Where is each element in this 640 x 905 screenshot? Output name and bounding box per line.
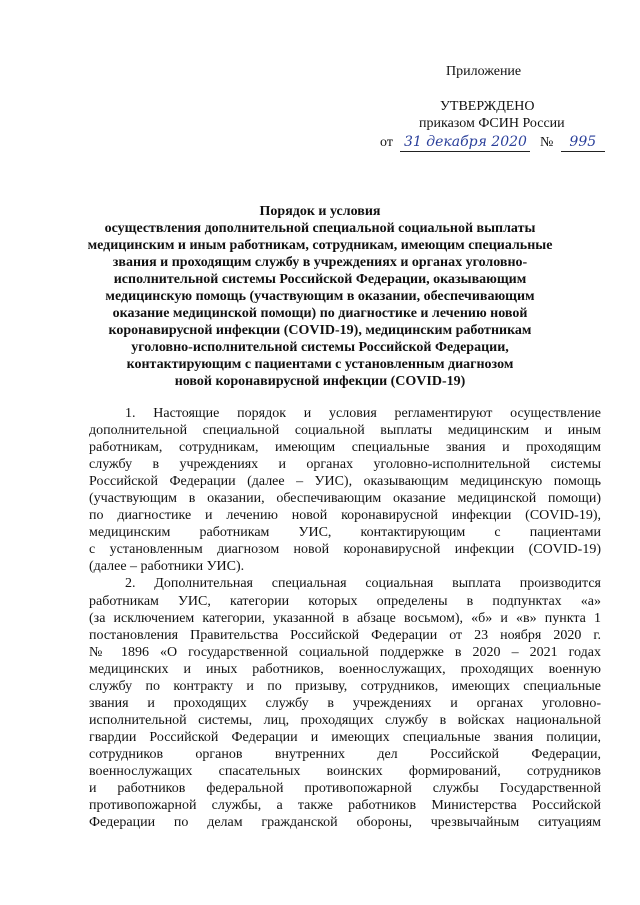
body-line: (далее – работники УИС).: [89, 559, 245, 575]
body-line: и работников федеральной противопожарной службы Государственной: [89, 781, 601, 797]
date-field: [400, 134, 530, 152]
number-label: №: [539, 135, 554, 150]
title-line: контактирующим с пациентами с установленным диагнозом: [126, 357, 514, 372]
handwritten-date: 31 декабря 2020: [403, 134, 527, 150]
title-line: исполнительной системы Российской Федерации, оказывающим: [113, 272, 527, 287]
handwritten-number: 995: [569, 134, 597, 150]
body-line: медицинским работникам УИС, контактирующим с пациентами: [89, 525, 601, 541]
body-line: работникам, сотрудникам, имеющим специальные звания и проходящим: [89, 440, 601, 456]
body-line: сотрудников органов внутренних дел Российской Федерации,: [89, 746, 601, 762]
body-line: звания и проходящих службу в учреждениях и органах уголовно-: [89, 695, 601, 711]
body-line: с установленным диагнозом новой коронавирусной инфекции (COVID-19): [89, 542, 601, 558]
body-line: работникам УИС, категории которых определены в подпунктах «а»: [89, 593, 601, 609]
number-field: [561, 134, 605, 152]
body-line: противопожарной службы, а также работников Министерства Российской: [89, 798, 601, 814]
body-line: службу в учреждениях и органах уголовно-исполнительной системы: [89, 457, 601, 473]
body-line: службу по контракту и по призыву, сотрудников, имеющих специальные: [89, 678, 601, 694]
body-line: по диагностике и лечению новой коронавирусной инфекции (COVID-19),: [89, 508, 601, 524]
body-line: № 1896 «О государственной социальной поддержке в 2020 – 2021 годах: [89, 644, 601, 660]
title-heading: Порядок и условия: [259, 204, 381, 219]
body-line: (за исключением категории, указанной в абзаце восьмом), «б» и «в» пункта 1: [89, 610, 601, 626]
body-line: (участвующим в оказании, обеспечивающим оказание медицинской помощи): [89, 491, 601, 507]
document-title: [80, 203, 560, 390]
document-body: [89, 405, 601, 831]
order-label: приказом ФСИН России: [419, 116, 565, 131]
body-line: дополнительной специальной социальной выплаты медицинским и иным: [89, 423, 601, 439]
body-line: постановления Правительства Российской Федерации от 23 ноября 2020 г.: [89, 627, 601, 643]
title-line: оказание медицинской помощи) по диагностике и лечению новой: [112, 306, 528, 321]
order-date-line: [380, 134, 605, 152]
body-line: военнослужащих спасательных воинских формирований, сотрудников: [89, 763, 601, 779]
title-line: медицинскую помощь (участвующим в оказании, обеспечивающим: [105, 289, 535, 304]
from-label: от: [380, 135, 393, 150]
body-line: 1. Настоящие порядок и условия регламентируют осуществление: [125, 406, 601, 421]
body-line: Федерации по делам гражданской обороны, чрезвычайным ситуациям: [89, 815, 601, 831]
title-line: уголовно-исполнительной системы Российской Федерации,: [131, 340, 509, 355]
body-line: гвардии Российской Федерации и имеющих специальные звания полиции,: [89, 729, 601, 745]
body-line: 2. Дополнительная специальная социальная выплата производится: [125, 576, 601, 592]
title-line: коронавирусной инфекции (COVID-19), медицинским работникам: [108, 323, 532, 338]
body-line: Российской Федерации (далее – УИС), оказывающим медицинскую помощь: [89, 474, 601, 490]
body-line: исполнительной системы, лиц, проходящих службу в войсках национальной: [89, 712, 601, 728]
title-line: звания и проходящим службу в учреждениях и органах уголовно-: [112, 255, 528, 270]
title-line: осуществления дополнительной специальной социальной выплаты: [104, 221, 536, 236]
title-line: новой коронавирусной инфекции (COVID-19): [174, 374, 466, 389]
appendix-label: Приложение: [446, 64, 522, 79]
body-line: медицинских и иных работников, военнослужащих, проходящих военную: [89, 661, 601, 677]
title-line: медицинским и иным работникам, сотрудникам, имеющим специальные: [87, 238, 553, 253]
approved-label: УТВЕРЖДЕНО: [440, 99, 535, 114]
